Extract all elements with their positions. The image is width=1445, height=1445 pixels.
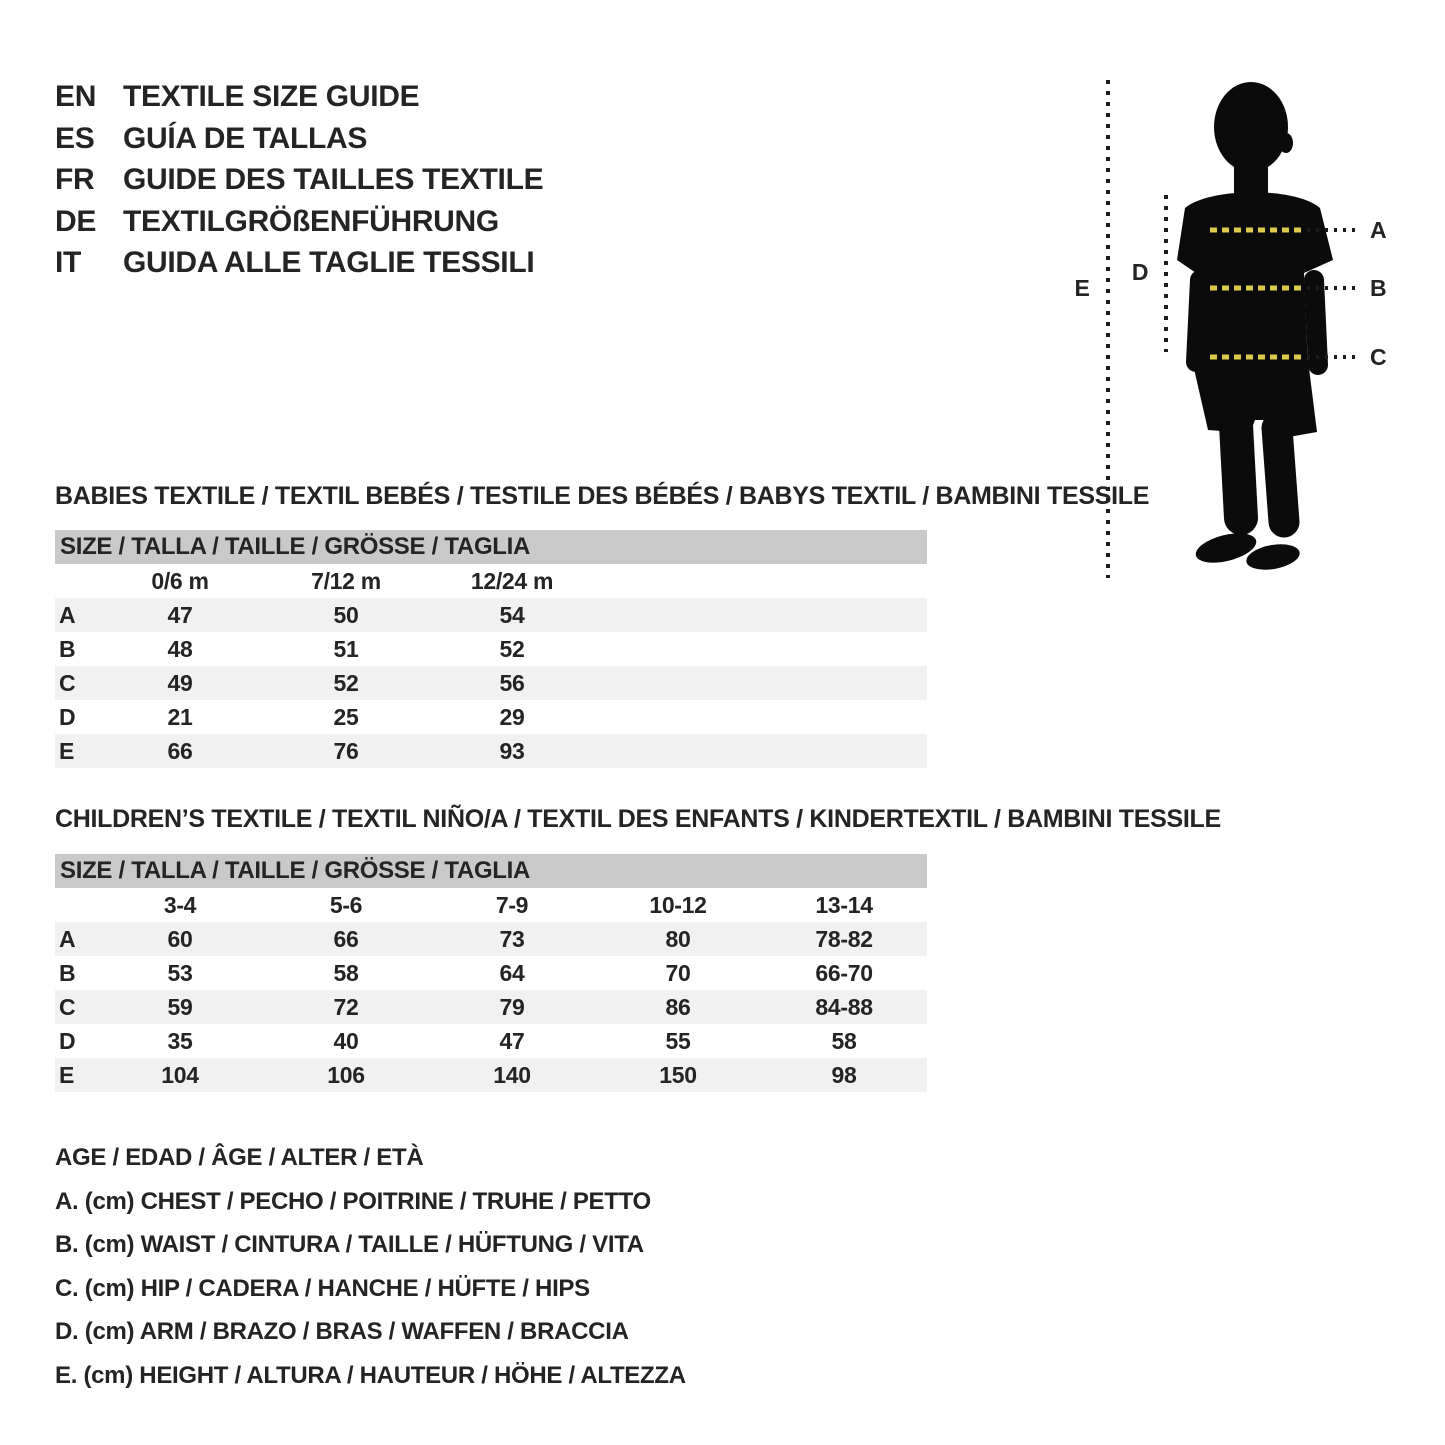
table-row-d: [55, 700, 927, 734]
size-cell: 140: [493, 1061, 531, 1088]
lang-code: ES: [55, 121, 95, 155]
empty-header-cell: [55, 888, 97, 922]
column-header-row: [55, 564, 927, 598]
children-section-title: CHILDREN’S TEXTILE / TEXTIL NIÑO/A / TEXTIL DES ENFANTS / KINDERTEXTIL / BAMBINI TESSILE: [55, 805, 1221, 833]
legend-line-chest: A. (cm) CHEST / PECHO / POITRINE / TRUHE / PETTO: [55, 1187, 651, 1215]
column-header-row: [55, 888, 927, 922]
size-cell: 98: [831, 1061, 857, 1088]
guide-title: GUÍA DE TALLAS: [123, 121, 368, 155]
column-header-3-4: 3-4: [163, 891, 197, 918]
column-header-13-14: 13-14: [815, 891, 873, 918]
size-cell: 48: [167, 635, 193, 662]
row-label: B: [59, 635, 76, 662]
legend-line-age: AGE / EDAD / ÂGE / ALTER / ETÀ: [55, 1144, 424, 1171]
size-cell: 35: [167, 1027, 193, 1054]
lang-code: DE: [55, 204, 97, 238]
size-cell: 55: [665, 1027, 691, 1054]
row-label: C: [59, 993, 76, 1020]
size-cell: 66: [333, 925, 359, 952]
legend-line-arm: D. (cm) ARM / BRAZO / BRAS / WAFFEN / BRACCIA: [55, 1318, 629, 1345]
size-cell: 51: [333, 635, 359, 662]
lang-code: IT: [55, 246, 82, 279]
size-cell: 80: [665, 925, 691, 952]
empty-cell: [595, 598, 927, 632]
size-cell: 56: [499, 669, 525, 696]
size-cell: 86: [665, 993, 691, 1020]
size-cell: 70: [665, 959, 691, 986]
table-row-d: [55, 1024, 927, 1058]
language-title-list: [55, 76, 543, 284]
measurement-legend: [55, 1136, 686, 1397]
table-row-b: [55, 956, 927, 990]
table-row-a: [55, 598, 927, 632]
size-cell: 73: [499, 925, 525, 952]
child-silhouette: [1177, 82, 1333, 574]
column-header-7-12m: 7/12 m: [311, 567, 381, 594]
measure-label-a: A: [1370, 217, 1387, 243]
row-label: C: [59, 669, 76, 696]
lang-row-de: [55, 201, 543, 243]
size-cell: 47: [167, 601, 193, 628]
guide-title: GUIDA ALLE TAGLIE TESSILI: [123, 246, 535, 279]
size-cell: 25: [333, 703, 359, 730]
size-cell: 64: [499, 959, 525, 986]
size-cell: 78-82: [815, 925, 873, 952]
row-label: D: [59, 703, 76, 730]
row-label: E: [59, 737, 75, 764]
column-header-0-6m: 0/6 m: [151, 567, 209, 594]
size-cell: 66: [167, 737, 193, 764]
size-cell: 84-88: [815, 993, 873, 1020]
size-cell: 29: [499, 703, 525, 730]
size-cell: 59: [167, 993, 193, 1020]
size-cell: 93: [499, 737, 525, 764]
guide-title: TEXTILGRÖßENFÜHRUNG: [123, 204, 499, 238]
size-header-bar: [55, 854, 927, 888]
row-label: E: [59, 1061, 75, 1088]
size-header-bar: [55, 530, 927, 564]
guide-title: TEXTILE SIZE GUIDE: [123, 80, 420, 113]
lang-row-es: [55, 118, 543, 160]
size-cell: 40: [333, 1027, 359, 1054]
silhouette-left-arm: [1196, 280, 1200, 362]
lang-code: FR: [55, 163, 95, 196]
row-label: D: [59, 1027, 76, 1054]
empty-cell: [595, 666, 927, 700]
empty-cell: [595, 734, 927, 768]
empty-header-cell: [55, 564, 97, 598]
silhouette-left-leg: [1236, 425, 1241, 518]
size-cell: 104: [161, 1061, 199, 1088]
row-label: A: [59, 601, 76, 628]
silhouette-right-arm: [1314, 280, 1318, 365]
empty-cell: [595, 700, 927, 734]
size-cell: 58: [831, 1027, 857, 1054]
size-cell: 76: [333, 737, 359, 764]
size-cell: 21: [167, 703, 193, 730]
legend-line-hip: C. (cm) HIP / CADERA / HANCHE / HÜFTE / HIPS: [55, 1274, 590, 1302]
babies-size-table: [55, 530, 927, 768]
column-header-5-6: 5-6: [329, 891, 363, 918]
table-row-c: [55, 666, 927, 700]
babies-section-title: BABIES TEXTILE / TEXTIL BEBÉS / TESTILE DES BÉBÉS / BABYS TEXTIL / BAMBINI TESSILE: [55, 482, 1150, 510]
size-cell: 47: [499, 1027, 525, 1054]
size-cell: 150: [659, 1061, 697, 1088]
silhouette-right-leg: [1277, 428, 1284, 522]
table-row-a: [55, 922, 927, 956]
legend-line-waist: B. (cm) WAIST / CINTURA / TAILLE / HÜFTUNG / VITA: [55, 1231, 644, 1258]
size-cell: 58: [333, 959, 359, 986]
lang-row-en: [55, 76, 543, 118]
silhouette-ear: [1279, 133, 1293, 153]
size-cell: 72: [333, 993, 359, 1020]
empty-header-cell: [595, 564, 927, 598]
measure-label-d: D: [1131, 259, 1149, 285]
column-header-7-9: 7-9: [495, 891, 529, 918]
size-header-label: SIZE / TALLA / TAILLE / GRÖSSE / TAGLIA: [55, 854, 927, 888]
column-header-12-24m: 12/24 m: [470, 567, 554, 594]
column-header-10-12: 10-12: [649, 891, 707, 918]
size-cell: 60: [167, 925, 193, 952]
table-row-b: [55, 632, 927, 666]
size-cell: 49: [167, 669, 193, 696]
size-cell: 54: [499, 601, 525, 628]
size-cell: 52: [333, 669, 359, 696]
table-row-e: [55, 1058, 927, 1092]
legend-line-height: E. (cm) HEIGHT / ALTURA / HAUTEUR / HÖHE / ALTEZZA: [55, 1361, 686, 1389]
silhouette-shorts: [1192, 360, 1317, 440]
size-cell: 50: [333, 601, 359, 628]
size-cell: 53: [167, 959, 193, 986]
empty-cell: [595, 632, 927, 666]
size-header-label: SIZE / TALLA / TAILLE / GRÖSSE / TAGLIA: [55, 530, 927, 564]
guide-title: GUIDE DES TAILLES TEXTILE: [123, 163, 544, 196]
measure-label-c: C: [1370, 344, 1387, 370]
lang-row-fr: [55, 159, 543, 201]
children-size-table: [55, 854, 927, 1092]
measure-label-e: E: [1074, 275, 1090, 301]
table-row-e: [55, 734, 927, 768]
lang-code: EN: [55, 80, 97, 113]
lang-row-it: [55, 242, 543, 284]
size-cell: 66-70: [815, 959, 873, 986]
size-cell: 106: [327, 1061, 365, 1088]
size-cell: 79: [499, 993, 525, 1020]
measure-label-b: B: [1370, 275, 1387, 301]
row-label: A: [59, 925, 76, 952]
size-cell: 52: [499, 635, 525, 662]
table-row-c: [55, 990, 927, 1024]
row-label: B: [59, 959, 76, 986]
